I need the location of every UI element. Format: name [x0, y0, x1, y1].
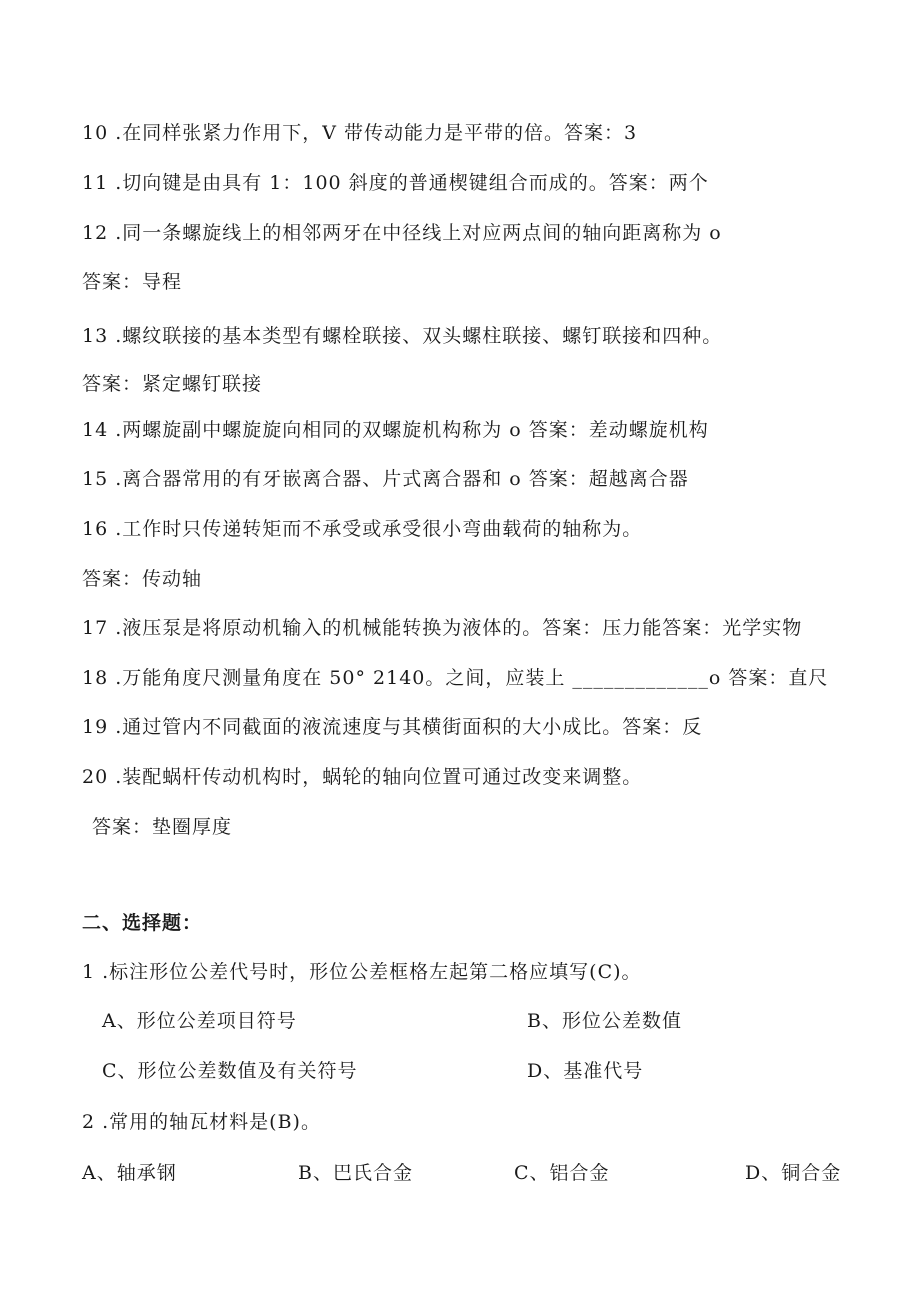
- question-20-answer: 答案：垫圈厚度: [92, 816, 233, 838]
- question-11: 11 .切向键是由具有 1：100 斜度的普通楔键组合而成的。答案：两个: [82, 172, 709, 194]
- choice-question-2: 2 .常用的轴瓦材料是(B)。: [82, 1111, 321, 1133]
- question-16-answer: 答案：传动轴: [82, 568, 203, 590]
- question-12: 12 .同一条螺旋线上的相邻两牙在中径线上对应两点间的轴向距离称为 o: [82, 222, 722, 244]
- q1-option-d: D、基准代号: [527, 1060, 644, 1082]
- q1-option-a: A、形位公差项目符号: [102, 1010, 297, 1032]
- q2-option-a: A、轴承钢: [82, 1162, 177, 1184]
- q1-option-b: B、形位公差数值: [527, 1010, 682, 1032]
- question-13: 13 .螺纹联接的基本类型有螺栓联接、双头螺柱联接、螺钉联接和四种。: [82, 325, 723, 347]
- q1-option-c: C、形位公差数值及有关符号: [102, 1060, 358, 1082]
- question-12-answer: 答案：导程: [82, 271, 183, 293]
- question-15: 15 .离合器常用的有牙嵌离合器、片式离合器和 o 答案：超越离合器: [82, 468, 689, 490]
- question-18: 18 .万能角度尺测量角度在 50° 2140。之间，应装上 _____________o 答案：直尺: [82, 667, 829, 689]
- q2-option-d: D、铜合金: [745, 1162, 842, 1184]
- question-17: 17 .液压泵是将原动机输入的机械能转换为液体的。答案：压力能答案：光学实物: [82, 617, 803, 639]
- section-heading: 二、选择题：: [82, 912, 203, 934]
- question-16: 16 .工作时只传递转矩而不承受或承受很小弯曲载荷的轴称为。: [82, 518, 643, 540]
- question-13-answer: 答案：紧定螺钉联接: [82, 373, 263, 395]
- q2-option-b: B、巴氏合金: [298, 1162, 413, 1184]
- q2-option-c: C、铝合金: [514, 1162, 610, 1184]
- question-10: 10 .在同样张紧力作用下，V 带传动能力是平带的倍。答案：3: [82, 122, 638, 144]
- choice-question-1: 1 .标注形位公差代号时，形位公差框格左起第二格应填写(C)。: [82, 961, 642, 983]
- question-14: 14 .两螺旋副中螺旋旋向相同的双螺旋机构称为 o 答案：差动螺旋机构: [82, 419, 709, 441]
- question-19: 19 .通过管内不同截面的液流速度与其横街面积的大小成比。答案：反: [82, 716, 703, 738]
- question-20: 20 .装配蜗杆传动机构时，蜗轮的轴向位置可通过改变来调整。: [82, 766, 643, 788]
